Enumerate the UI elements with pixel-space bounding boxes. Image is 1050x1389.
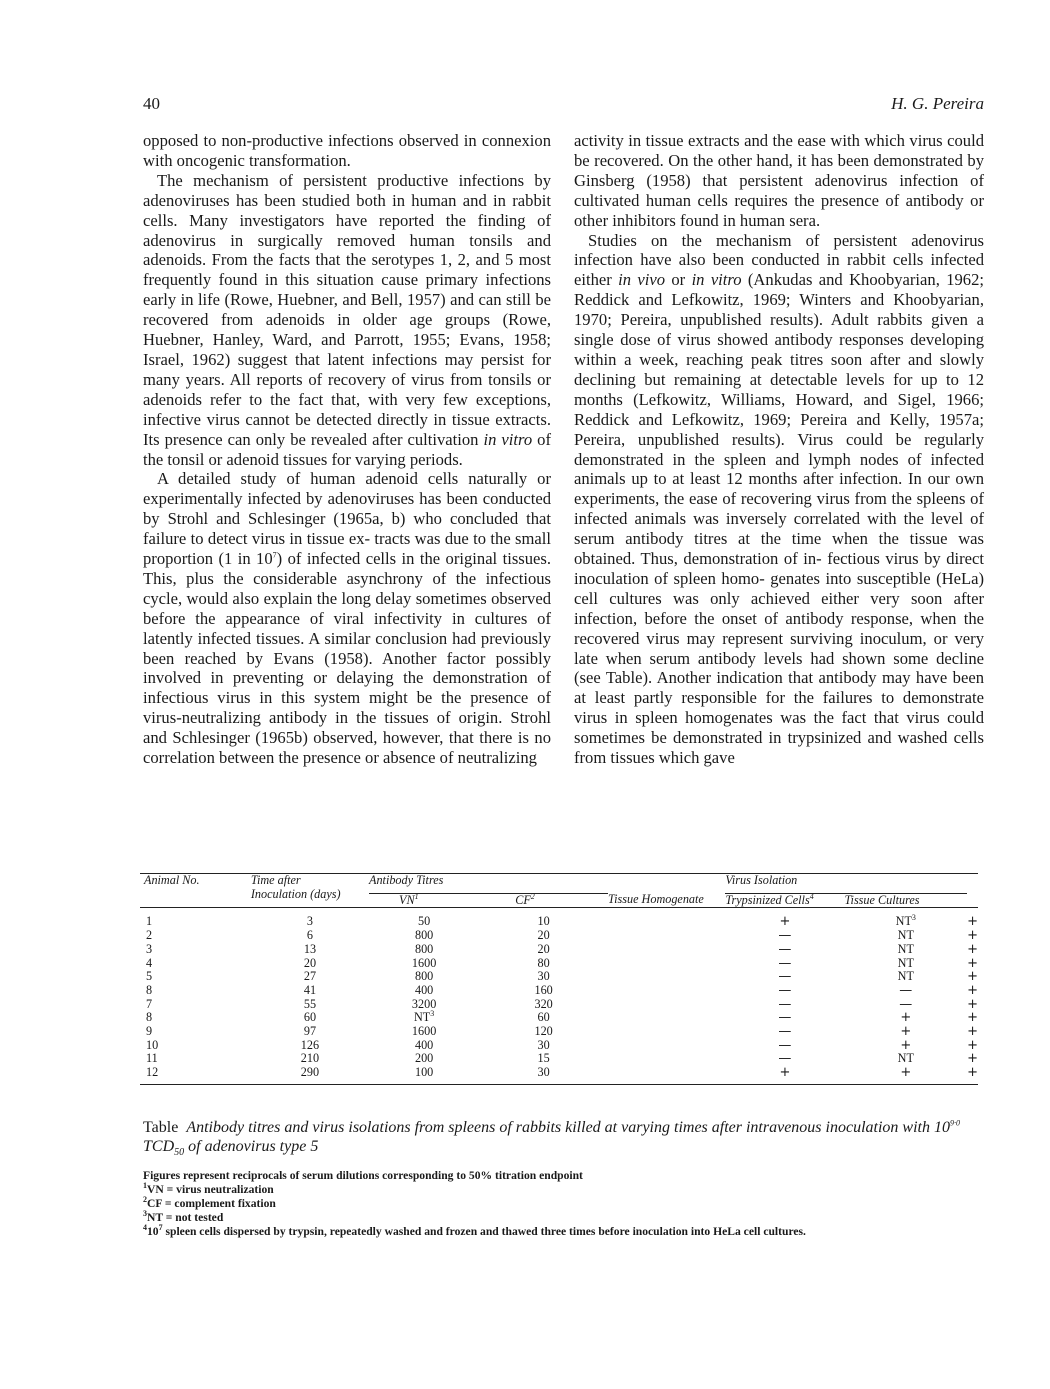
cell-vn: 50 xyxy=(418,914,431,929)
table-row xyxy=(140,970,978,984)
cell-animal-no: 11 xyxy=(146,1051,158,1066)
cell-trypsinized-cells: — xyxy=(899,996,913,1012)
header-trypsinized-cells: Trypsinized Cells$^4$ xyxy=(725,891,814,907)
cell-tissue-homogenate: — xyxy=(778,969,792,985)
cell-time: 60 xyxy=(303,1010,317,1025)
cell-tissue-homogenate: — xyxy=(778,955,792,971)
cell-tissue-cultures: + xyxy=(967,1037,978,1053)
footnote-4: $^410^7$ spleen cells dispersed by trypsin, repeatedly washed and frozen and thawed three times before inoculation into HeLa cell cultures. xyxy=(143,1223,806,1238)
cell-animal-no: 4 xyxy=(146,955,153,970)
cell-time: 126 xyxy=(300,1037,320,1052)
cell-trypsinized-cells: + xyxy=(900,1037,912,1053)
cell-vn: $NT^3$ xyxy=(413,1009,435,1025)
table-row xyxy=(140,1025,978,1039)
cell-vn: 3200 xyxy=(411,996,437,1011)
cell-cf: 20 xyxy=(537,928,550,943)
left-column xyxy=(143,131,551,768)
cell-vn: 800 xyxy=(414,969,434,984)
footnote-general: Figures represent reciprocals of serum dilutions corresponding to 50% titration endpoint xyxy=(143,1169,583,1182)
cell-tissue-homogenate: — xyxy=(778,928,792,944)
table-row xyxy=(140,984,978,998)
cell-trypsinized-cells: + xyxy=(900,1065,912,1081)
table-footnotes xyxy=(143,1169,973,1239)
cell-time: 41 xyxy=(303,982,317,997)
cell-trypsinized-cells: NT xyxy=(897,969,914,984)
cell-cf: 15 xyxy=(537,1051,550,1066)
table-bottom-rule xyxy=(140,1084,978,1085)
header-time-after: Time after Inoculation (days) xyxy=(250,873,341,901)
cell-tissue-cultures: + xyxy=(967,914,978,930)
cell-trypsinized-cells: NT xyxy=(897,1051,914,1066)
header-cf: $CF^2$ xyxy=(515,891,535,907)
cell-time: 97 xyxy=(303,1024,317,1039)
cell-trypsinized-cells: + xyxy=(900,1010,912,1026)
cell-tissue-cultures: + xyxy=(967,969,978,985)
header-animal-no: Animal No. xyxy=(144,873,200,887)
header-virus-isolation: Virus Isolation xyxy=(725,874,967,894)
cell-cf: 320 xyxy=(534,996,553,1011)
cell-trypsinized-cells: NT xyxy=(897,955,914,970)
cell-time: 27 xyxy=(303,969,317,984)
cell-trypsinized-cells: + xyxy=(900,1024,912,1040)
table-caption: Table Antibody titres and virus isolations from spleens of rabbits killed at varying times after intravenous inoculation with $10^{9\cdot 0}$ $TCD_{50}$ of adenovirus type 5 xyxy=(143,1118,960,1159)
cell-tissue-cultures: + xyxy=(967,955,978,971)
cell-tissue-cultures: + xyxy=(967,1065,978,1081)
cell-time: 6 xyxy=(306,928,313,943)
cell-cf: 20 xyxy=(537,941,550,956)
table-row xyxy=(140,908,978,929)
page-number: 40 xyxy=(143,94,160,113)
cell-cf: 10 xyxy=(537,914,550,929)
cell-animal-no: 8 xyxy=(146,1010,153,1025)
cell-tissue-homogenate: — xyxy=(778,1037,792,1053)
paragraph: Studies on the mechanism of persistent adenovirus infection have also been conducted in rabbit cells infected either in vivo or in vitro (Ankudas and Khoobyarian, 1962; Reddick and Lefkowitz, 1969; Winters and Khoobyarian, 1970; Pereira, unpublished results). Adult rabbits given a single dose of virus showed antibody responses developing within a week, reaching peak titres soon after and slowly declining but remaining at detectable levels for up to 12 months (Lefkowitz, Williams, Howard, and Sigel, 1966; Reddick and Lefkowitz, 1969; Pereira and Kelly, 1957a; Pereira, unpublished results). Virus could be regularly demonstrated in the spleen and lymph nodes of infected animals up to at least 12 months after infection. In our own experiments, the ease of recovering virus from the spleens of infected animals was inversely correlated with the level of serum antibody titres at the time when the tissue was obtained. Thus, demonstration of in- fectious virus by direct inoculation of spleen homo- genates into susceptible (HeLa) cell cultures was only achieved either very soon after infection, before the onset of antibody response, when the recovered virus may represent surviving inoculum, or very late when serum antibody levels had shown some decline (see Table). Another indication that antibody may have been at least partly responsible for the failures to demonstrate virus in spleen homogenates was the fact that virus could sometimes be demonstrated in trypsinized and washed cells from tissues which gave xyxy=(574,230,984,768)
cell-tissue-cultures: + xyxy=(967,928,978,944)
table-row xyxy=(140,998,978,1012)
results-table xyxy=(140,873,978,1085)
header-antibody-titres: Antibody Titres xyxy=(369,874,608,894)
table-row xyxy=(140,1039,978,1053)
cell-time: 210 xyxy=(300,1051,320,1066)
header-tissue-cultures: Tissue Cultures xyxy=(844,892,920,907)
cell-animal-no: 12 xyxy=(146,1065,159,1080)
paragraph: A detailed study of human adenoid cells naturally or experimentally infected by adenoviruses has been conducted by Strohl and Schlesinger (1965a, b) who concluded that failure to detect virus in tissue ex- tracts was due to the small proportion (1 in $10^7$) of infected cells in the original tissues. This, plus the considerable asynchrony of the infectious cycle, would also explain the long delay sometimes observed before the appearance of viral infectivity in cultures of latently infected tissues. A similar conclusion had previously been reached by Evans (1958). Another factor possibly involved in preventing or delaying the demonstration of infectious virus in this system might be the presence of virus-neutralizing antibody in the tissues of origin. Strohl and Schlesinger (1965b) observed, however, that there is no correlation between the presence or absence of neutralizing xyxy=(143,469,551,768)
paragraph: activity in tissue extracts and the ease with which virus could be recovered. On the other hand, it has been demonstrated by Ginsberg (1958) that persistent adenovirus infection of cultivated human cells requires the presence of antibody or other inhibitors found in human sera. xyxy=(574,131,984,230)
cell-tissue-cultures: + xyxy=(967,1024,978,1040)
footnote-2: $^2$CF = complement fixation xyxy=(143,1195,276,1210)
cell-tissue-cultures: + xyxy=(967,1010,978,1026)
cell-vn: 400 xyxy=(414,1037,434,1052)
table-row xyxy=(140,929,978,943)
running-head: H. G. Pereira xyxy=(891,94,984,113)
cell-time: 3 xyxy=(306,914,313,929)
cell-vn: 800 xyxy=(414,941,434,956)
cell-tissue-cultures: + xyxy=(967,941,978,957)
paragraph: opposed to non-productive infections observed in connexion with oncogenic transformation. xyxy=(143,131,551,170)
cell-tissue-homogenate: — xyxy=(778,996,792,1012)
cell-animal-no: 7 xyxy=(146,996,153,1011)
cell-vn: 400 xyxy=(414,982,434,997)
cell-tissue-cultures: + xyxy=(967,996,978,1012)
table-row xyxy=(140,1066,978,1084)
header-vn: $VN^1$ xyxy=(399,891,419,907)
cell-tissue-homogenate: — xyxy=(778,1010,792,1026)
cell-trypsinized-cells: — xyxy=(899,982,913,998)
cell-time: 290 xyxy=(300,1065,320,1080)
cell-animal-no: 8 xyxy=(146,982,153,997)
cell-animal-no: 2 xyxy=(146,928,153,943)
cell-cf: 30 xyxy=(537,1065,550,1080)
cell-tissue-homogenate: + xyxy=(779,914,791,930)
cell-vn: 800 xyxy=(414,928,434,943)
cell-tissue-cultures: + xyxy=(967,1051,978,1067)
cell-cf: 80 xyxy=(537,955,550,970)
cell-time: 20 xyxy=(303,955,317,970)
cell-animal-no: 1 xyxy=(146,914,153,929)
cell-trypsinized-cells: NT xyxy=(897,941,914,956)
cell-vn: 100 xyxy=(414,1065,434,1080)
table-body xyxy=(140,908,978,1084)
cell-tissue-homogenate: — xyxy=(778,1024,792,1040)
cell-tissue-homogenate: + xyxy=(779,1065,791,1081)
right-column xyxy=(574,131,984,768)
cell-animal-no: 5 xyxy=(146,969,153,984)
table-row xyxy=(140,1052,978,1066)
cell-time: 55 xyxy=(303,996,317,1011)
footnote-3: $^3$NT = not tested xyxy=(143,1209,224,1224)
cell-trypsinized-cells: NT xyxy=(897,928,914,943)
header-tissue-homogenate: Tissue Homogenate xyxy=(608,892,704,907)
cell-vn: 1600 xyxy=(411,1024,437,1039)
cell-tissue-homogenate: — xyxy=(778,1051,792,1067)
cell-time: 13 xyxy=(303,941,317,956)
table-row xyxy=(140,957,978,971)
cell-cf: 30 xyxy=(537,1037,550,1052)
cell-vn: 200 xyxy=(414,1051,434,1066)
cell-cf: 160 xyxy=(534,982,553,997)
cell-tissue-homogenate: — xyxy=(778,982,792,998)
cell-animal-no: 9 xyxy=(146,1024,153,1039)
cell-trypsinized-cells: $NT^3$ xyxy=(895,913,916,929)
cell-tissue-homogenate: — xyxy=(778,941,792,957)
cell-vn: 1600 xyxy=(411,955,437,970)
cell-cf: 60 xyxy=(537,1010,550,1025)
footnote-1: $^1$VN = virus neutralization xyxy=(143,1181,274,1196)
cell-animal-no: 10 xyxy=(146,1037,159,1052)
paragraph: The mechanism of persistent productive infections by adenoviruses has been studied both in human and in rabbit cells. Many investigators have reported the finding of adenovirus in surgically removed human tonsils and adenoids. From the facts that the serotypes 1, 2, and 5 most frequently found in this situation cause primary infections early in life (Rowe, Huebner, and Bell, 1957) and can still be recovered from adenoids in older age groups (Rowe, Huebner, Hanley, Ward, and Parrott, 1955; Evans, 1958; Israel, 1962) suggest that latent infections may persist for many years. All reports of recovery of virus from tonsils or adenoids refer to the fact that, with very few exceptions, infective virus cannot be detected directly in tissue extracts. Its presence can only be revealed after cultivation in vitro of the tonsil or adenoid tissues for varying periods. xyxy=(143,170,551,469)
table-row xyxy=(140,943,978,957)
cell-tissue-cultures: + xyxy=(967,982,978,998)
table-row xyxy=(140,1011,978,1025)
cell-cf: 30 xyxy=(537,969,550,984)
cell-animal-no: 3 xyxy=(146,941,153,956)
cell-cf: 120 xyxy=(534,1024,553,1039)
